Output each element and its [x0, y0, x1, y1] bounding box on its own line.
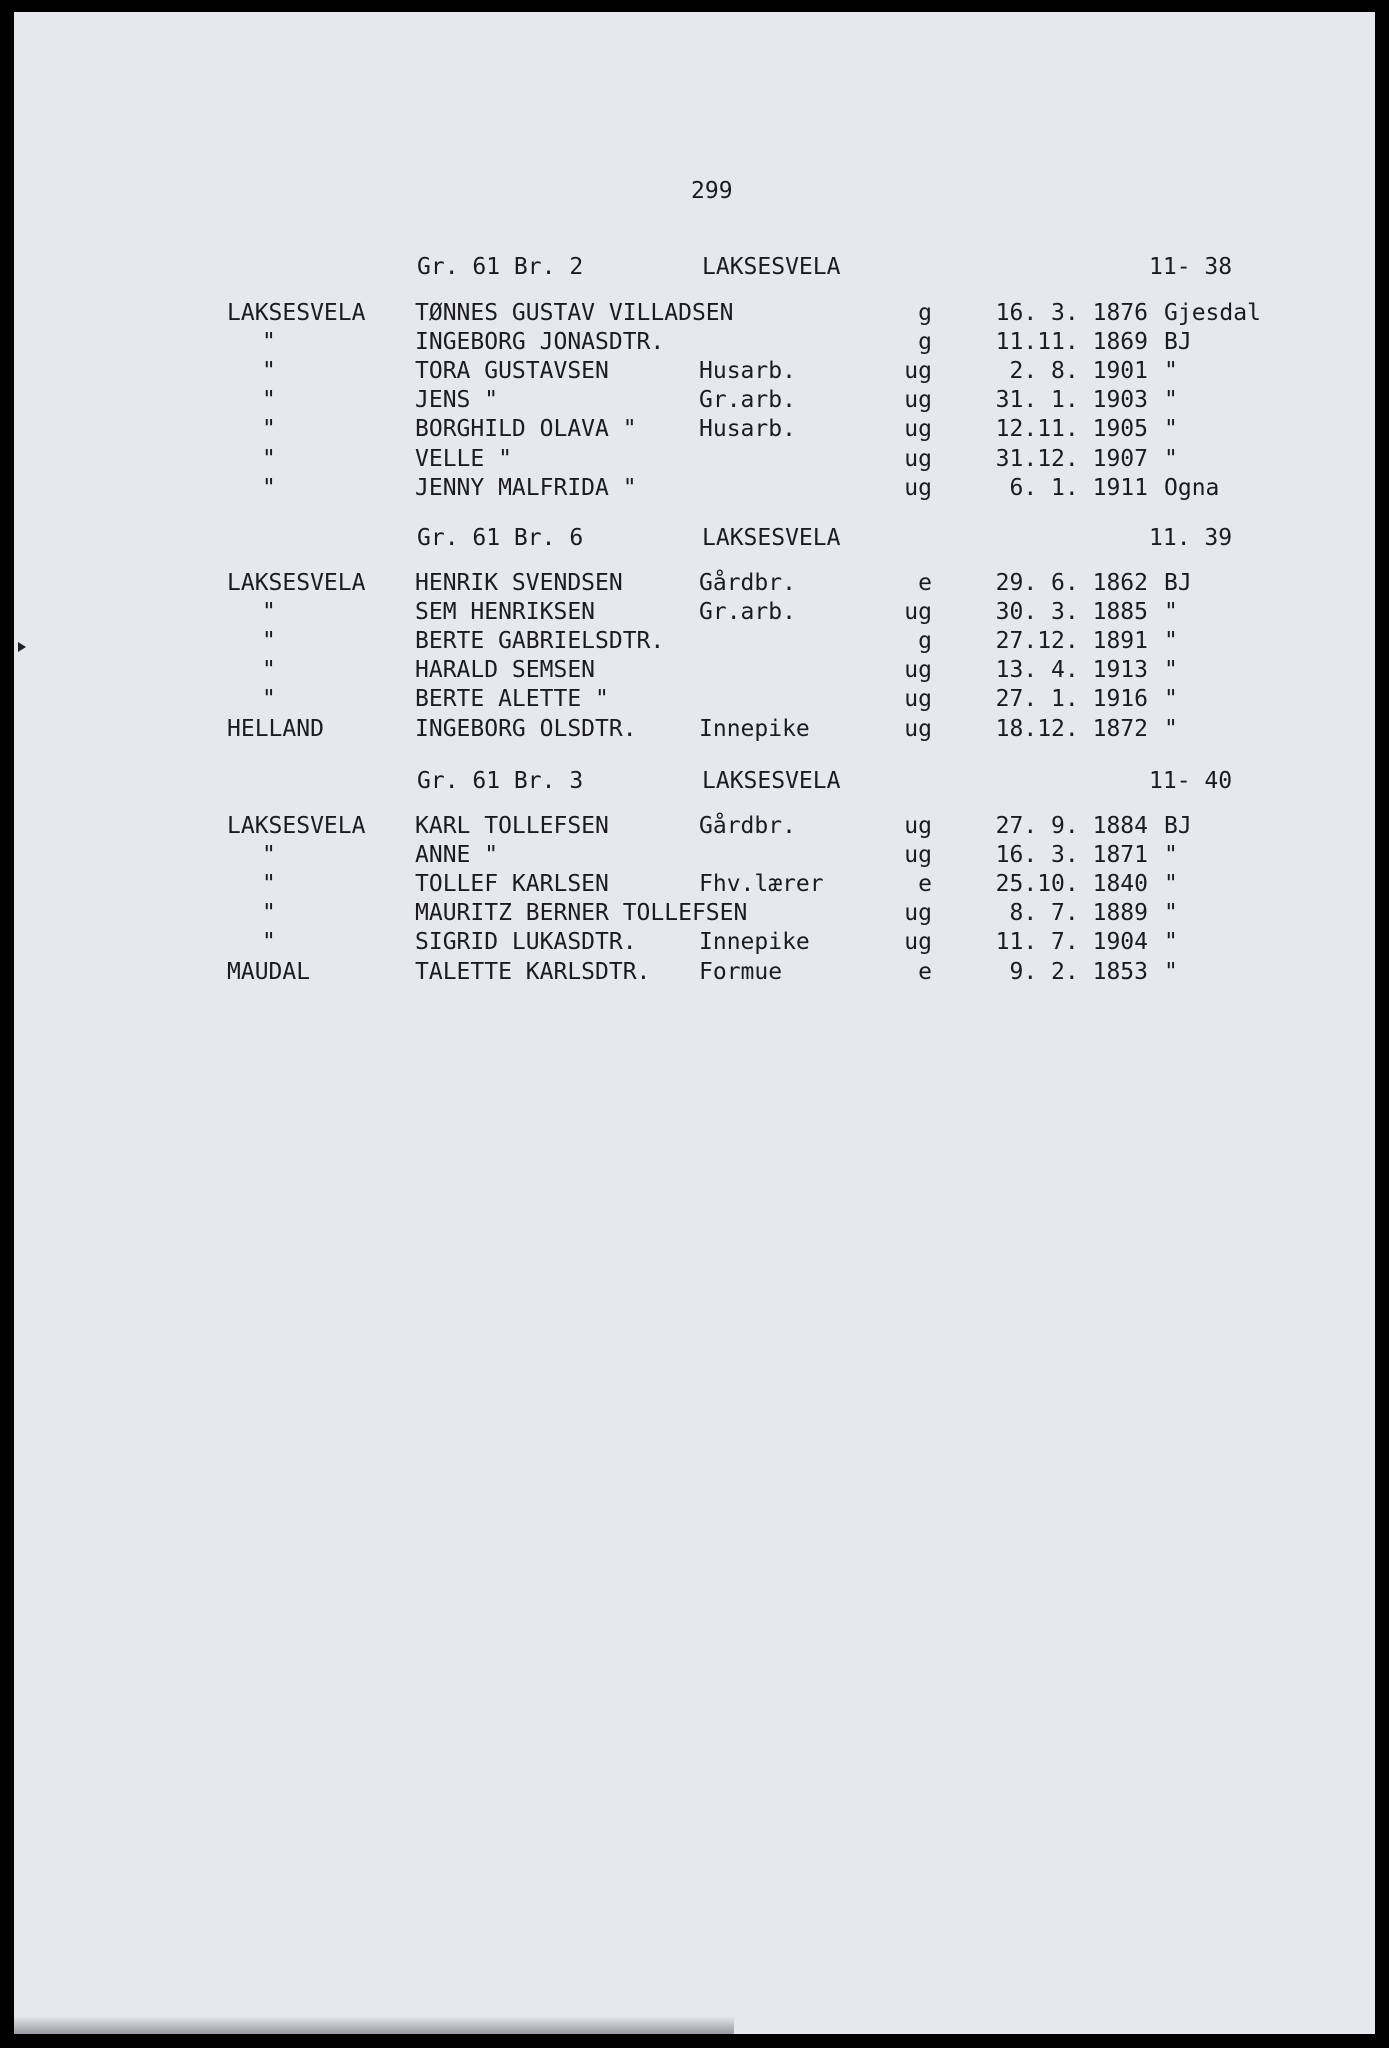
marital-status: g: [918, 329, 932, 355]
marital-status: ug: [904, 813, 932, 839]
farm-name: ": [262, 686, 276, 712]
marital-status: ug: [904, 599, 932, 625]
marital-status: ug: [904, 358, 932, 384]
birthplace: BJ: [1164, 813, 1192, 839]
marital-status: e: [918, 871, 932, 897]
birthplace: ": [1164, 387, 1178, 413]
birthplace: BJ: [1164, 329, 1192, 355]
section-place: LAKSESVELA: [702, 768, 841, 794]
birthplace: ": [1164, 842, 1178, 868]
birth-date: 25.10. 1840: [995, 871, 1148, 897]
farm-name: LAKSESVELA: [227, 300, 366, 326]
birthplace: ": [1164, 599, 1178, 625]
farm-name: LAKSESVELA: [227, 570, 366, 596]
farm-name: ": [262, 657, 276, 683]
farm-name: HELLAND: [227, 716, 324, 742]
occupation: Gr.arb.: [699, 599, 796, 625]
farm-name: ": [262, 358, 276, 384]
section-group-label: Gr. 61 Br. 2: [417, 254, 584, 280]
birth-date: 16. 3. 1876: [995, 300, 1148, 326]
person-name: JENNY MALFRIDA ": [415, 475, 637, 501]
person-name: ANNE ": [415, 842, 499, 868]
scan-shadow: [14, 2016, 734, 2034]
farm-name: ": [262, 628, 276, 654]
occupation: Husarb.: [699, 416, 796, 442]
birthplace: ": [1164, 358, 1178, 384]
section-group-label: Gr. 61 Br. 6: [417, 525, 584, 551]
section-place: LAKSESVELA: [702, 525, 841, 551]
farm-name: ": [262, 900, 276, 926]
person-name: HENRIK SVENDSEN: [415, 570, 623, 596]
farm-name: ": [262, 329, 276, 355]
person-name: INGEBORG JONASDTR.: [415, 329, 665, 355]
section-reference: 11. 39: [1149, 525, 1233, 551]
birth-date: 6. 1. 1911: [1009, 475, 1148, 501]
person-name: BERTE GABRIELSDTR.: [415, 628, 665, 654]
birthplace: ": [1164, 686, 1178, 712]
person-name: BORGHILD OLAVA ": [415, 416, 637, 442]
occupation: Formue: [699, 959, 783, 985]
birth-date: 13. 4. 1913: [995, 657, 1148, 683]
birth-date: 16. 3. 1871: [995, 842, 1148, 868]
marital-status: ug: [904, 475, 932, 501]
birthplace: ": [1164, 416, 1178, 442]
birth-date: 27.12. 1891: [995, 628, 1148, 654]
marital-status: g: [918, 628, 932, 654]
occupation: Innepike: [699, 929, 810, 955]
marital-status: ug: [904, 842, 932, 868]
farm-name: ": [262, 599, 276, 625]
farm-name: LAKSESVELA: [227, 813, 366, 839]
marital-status: g: [918, 300, 932, 326]
marital-status: ug: [904, 657, 932, 683]
birthplace: ": [1164, 446, 1178, 472]
person-name: SIGRID LUKASDTR.: [415, 929, 637, 955]
farm-name: ": [262, 871, 276, 897]
farm-name: ": [262, 842, 276, 868]
marital-status: e: [918, 959, 932, 985]
occupation: Husarb.: [699, 358, 796, 384]
birth-date: 31.12. 1907: [995, 446, 1148, 472]
marital-status: ug: [904, 929, 932, 955]
person-name: BERTE ALETTE ": [415, 686, 609, 712]
section-place: LAKSESVELA: [702, 254, 841, 280]
birth-date: 8. 7. 1889: [1009, 900, 1148, 926]
farm-name: ": [262, 416, 276, 442]
birth-date: 29. 6. 1862: [995, 570, 1148, 596]
person-name: SEM HENRIKSEN: [415, 599, 596, 625]
birth-date: 18.12. 1872: [995, 716, 1148, 742]
person-name: KARL TOLLEFSEN: [415, 813, 609, 839]
occupation: Gr.arb.: [699, 387, 796, 413]
birth-date: 11.11. 1869: [995, 329, 1148, 355]
section-reference: 11- 38: [1149, 254, 1233, 280]
person-name: TOLLEF KARLSEN: [415, 871, 609, 897]
birthplace: ": [1164, 871, 1178, 897]
person-name: JENS ": [415, 387, 499, 413]
person-name: HARALD SEMSEN: [415, 657, 596, 683]
occupation: Fhv.lærer: [699, 871, 824, 897]
margin-mark: [18, 642, 26, 652]
birth-date: 12.11. 1905: [995, 416, 1148, 442]
marital-status: ug: [904, 686, 932, 712]
marital-status: ug: [904, 716, 932, 742]
farm-name: ": [262, 387, 276, 413]
birth-date: 30. 3. 1885: [995, 599, 1148, 625]
section-group-label: Gr. 61 Br. 3: [417, 768, 584, 794]
birthplace: ": [1164, 929, 1178, 955]
farm-name: ": [262, 475, 276, 501]
marital-status: ug: [904, 446, 932, 472]
birth-date: 31. 1. 1903: [995, 387, 1148, 413]
birthplace: ": [1164, 716, 1178, 742]
section-reference: 11- 40: [1149, 768, 1233, 794]
birth-date: 9. 2. 1853: [1009, 959, 1148, 985]
occupation: Innepike: [699, 716, 810, 742]
person-name: VELLE ": [415, 446, 512, 472]
birthplace: Ogna: [1164, 475, 1220, 501]
person-name: TØNNES GUSTAV VILLADSEN: [415, 300, 734, 326]
document-page: [14, 12, 1375, 2034]
birthplace: Gjesdal: [1164, 300, 1261, 326]
birth-date: 27. 1. 1916: [995, 686, 1148, 712]
person-name: INGEBORG OLSDTR.: [415, 716, 637, 742]
birthplace: ": [1164, 657, 1178, 683]
farm-name: ": [262, 446, 276, 472]
birth-date: 11. 7. 1904: [995, 929, 1148, 955]
birth-date: 2. 8. 1901: [1009, 358, 1148, 384]
birthplace: ": [1164, 900, 1178, 926]
farm-name: MAUDAL: [227, 959, 311, 985]
birthplace: ": [1164, 628, 1178, 654]
marital-status: ug: [904, 387, 932, 413]
birth-date: 27. 9. 1884: [995, 813, 1148, 839]
farm-name: ": [262, 929, 276, 955]
person-name: TALETTE KARLSDTR.: [415, 959, 651, 985]
birthplace: BJ: [1164, 570, 1192, 596]
page-number: 299: [691, 178, 733, 204]
occupation: Gårdbr.: [699, 570, 796, 596]
person-name: MAURITZ BERNER TOLLEFSEN: [415, 900, 748, 926]
occupation: Gårdbr.: [699, 813, 796, 839]
marital-status: ug: [904, 416, 932, 442]
birthplace: ": [1164, 959, 1178, 985]
marital-status: e: [918, 570, 932, 596]
person-name: TORA GUSTAVSEN: [415, 358, 609, 384]
marital-status: ug: [904, 900, 932, 926]
